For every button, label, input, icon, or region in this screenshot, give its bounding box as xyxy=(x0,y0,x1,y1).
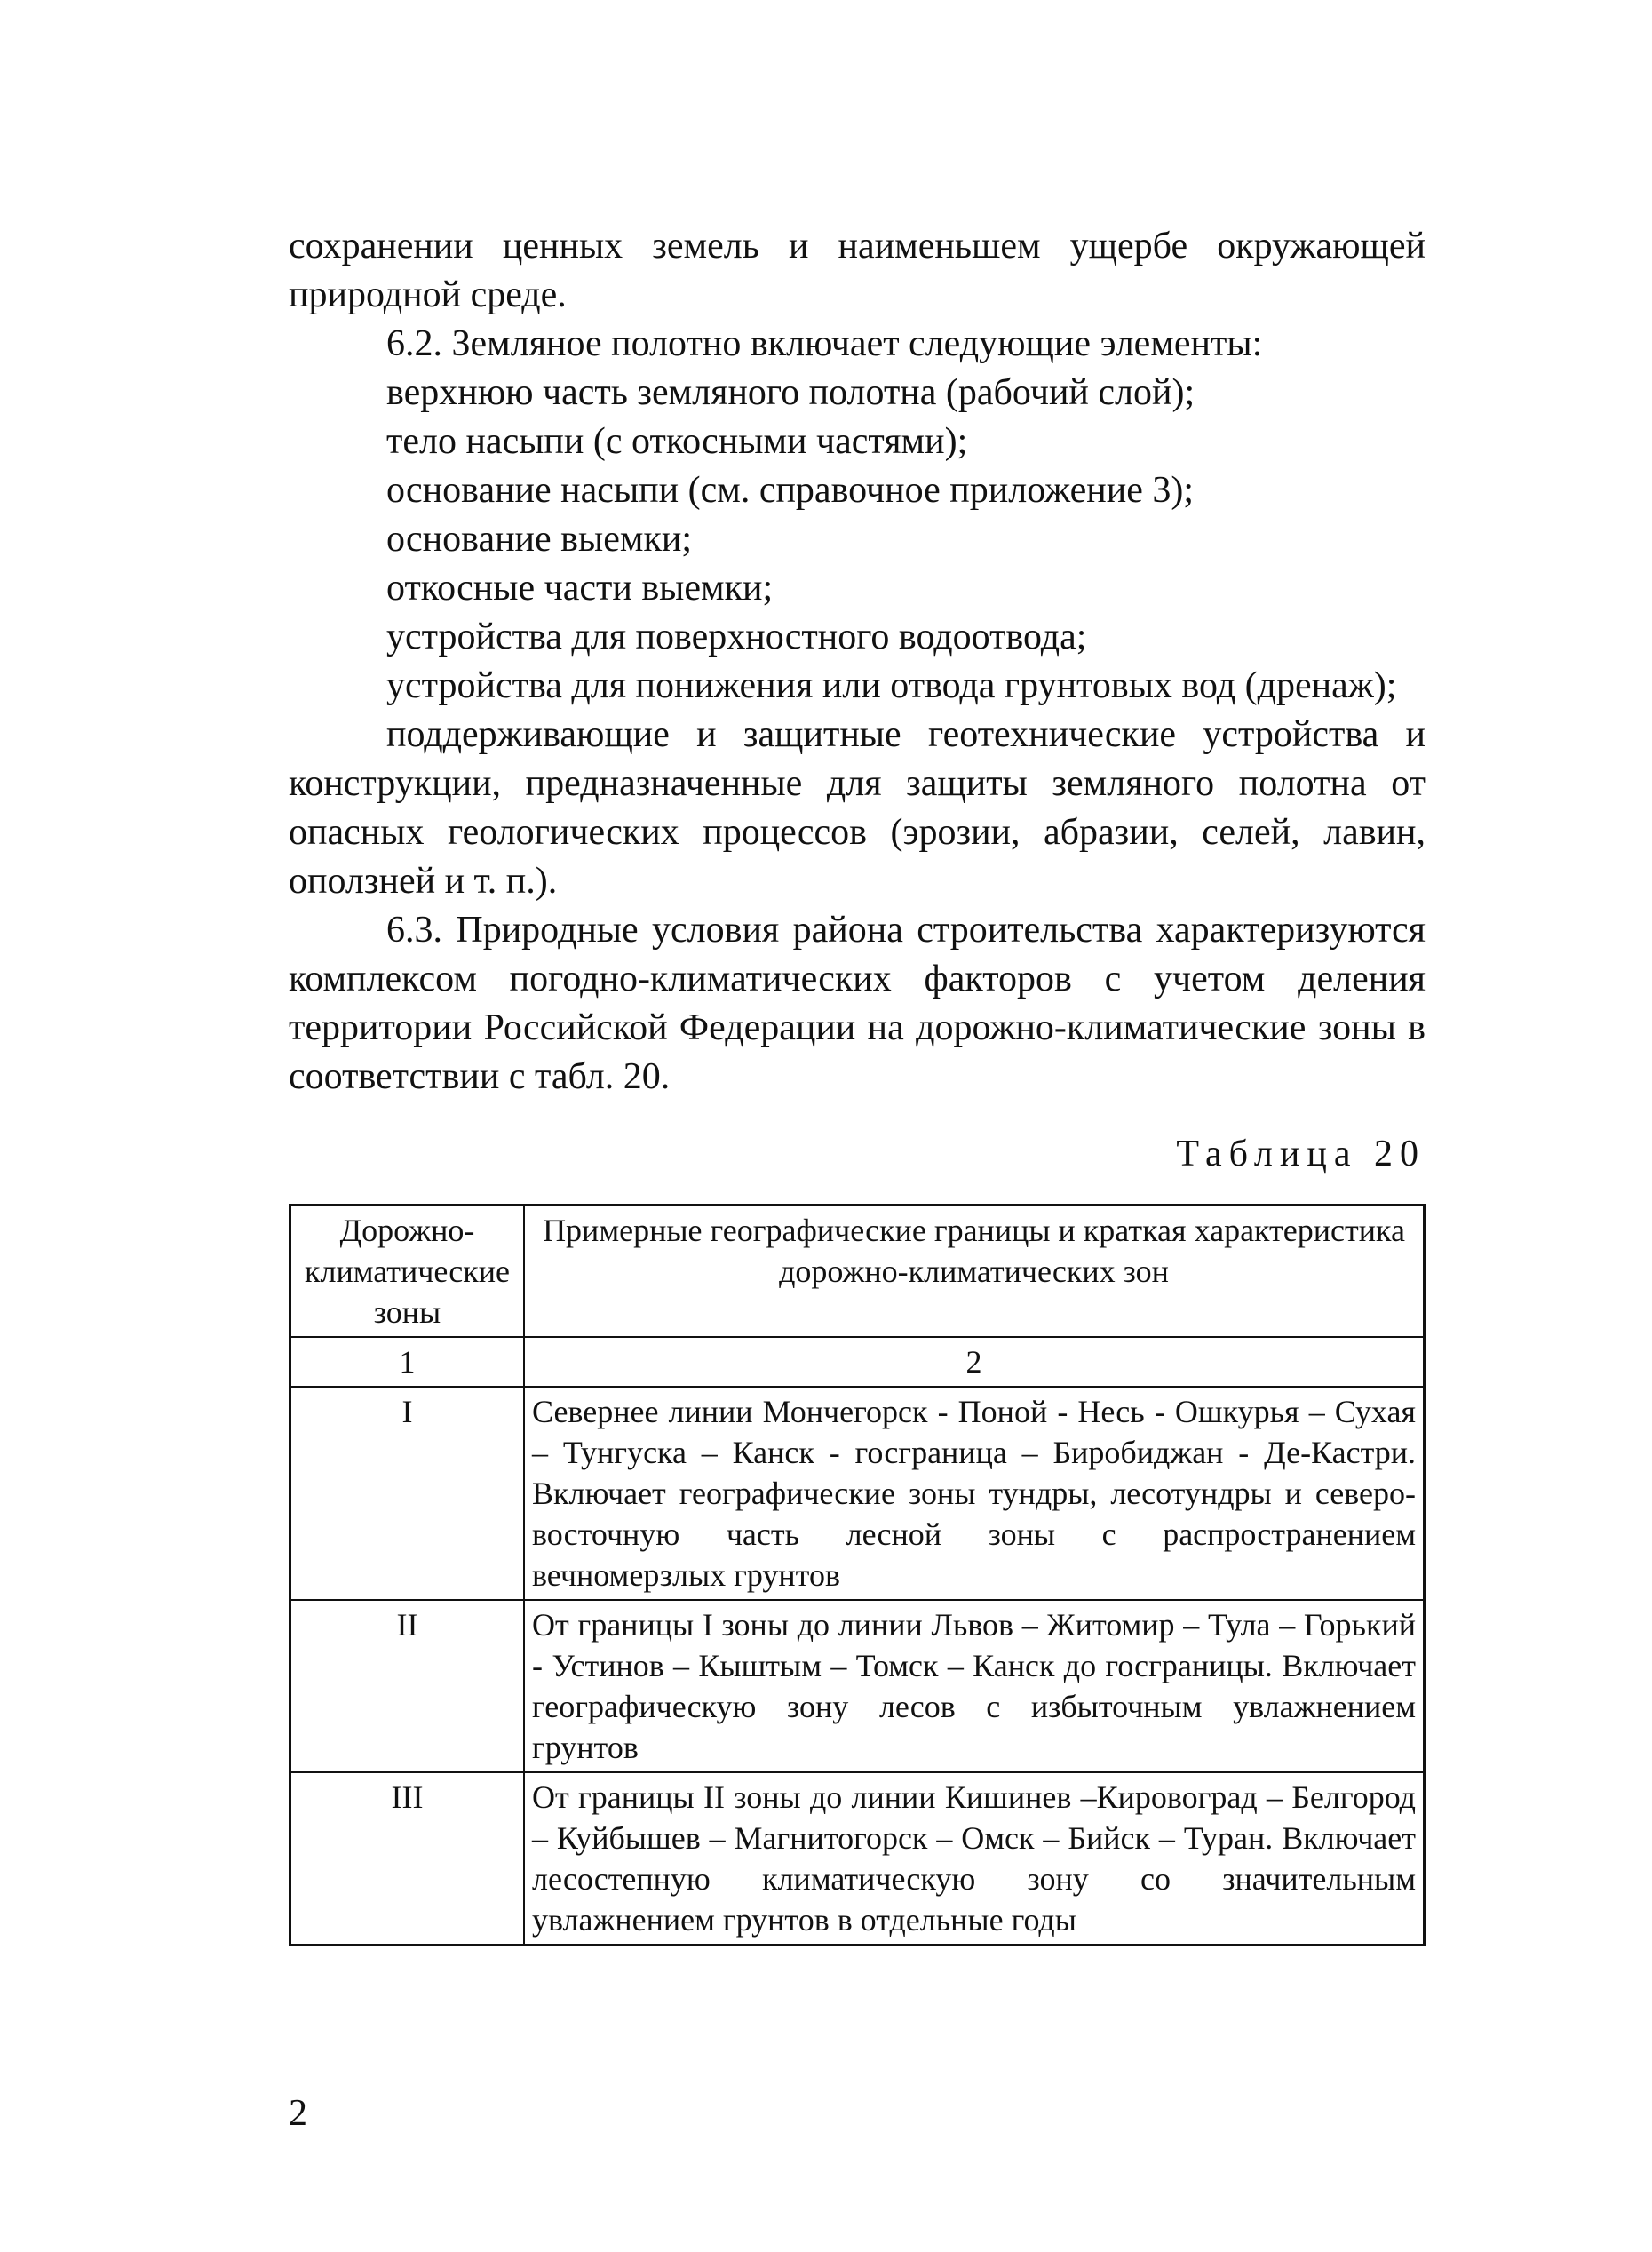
table-header-row xyxy=(290,1206,1425,1338)
climate-zones-table xyxy=(289,1204,1426,1946)
header-zones: Дорожно-климатические зоны xyxy=(290,1206,525,1338)
paragraph-continuation: сохранении ценных земель и наименьшем ущербе окружающей природной среде. xyxy=(289,226,1426,315)
list-item: основание насыпи (см. справочное приложение 3); xyxy=(386,470,1195,511)
list-item: основание выемки; xyxy=(386,519,692,560)
table-row xyxy=(290,1600,1425,1772)
table-row xyxy=(290,1772,1425,1946)
description-cell: От границы II зоны до линии Кишинев –Кировоград – Белгород – Куйбышев – Магнитогорск – Омск – Бийск – Туран. Включает лесостепную климатическую зону со значительным увлажнением грунтов в отдельные годы xyxy=(524,1772,1425,1946)
paragraph-6-3: 6.3. Природные условия района строительства характеризуются комплексом погодно-климатических факторов с учетом деления территории Российской Федерации на дорожно-климатические зоны в соответствии с табл. 20. xyxy=(289,910,1426,1097)
column-number: 1 xyxy=(290,1337,525,1387)
table-caption: Таблица 20 xyxy=(1176,1134,1426,1174)
description-cell: От границы I зоны до линии Львов – Житомир – Тула – Горький - Устинов – Кыштым – Томск – Канск до госграницы. Включает географическую зону лесов с избыточным увлажнением грунтов xyxy=(524,1600,1425,1772)
zone-cell: III xyxy=(290,1772,525,1946)
table-row xyxy=(290,1387,1425,1600)
body-text xyxy=(289,222,1426,1102)
list-item: откосные части выемки; xyxy=(386,568,774,609)
list-item: устройства для поверхностного водоотвода; xyxy=(386,617,1087,657)
page-number: 2 xyxy=(289,2093,307,2134)
column-number: 2 xyxy=(524,1337,1425,1387)
list-item: тело насыпи (с откосными частями); xyxy=(386,421,968,462)
list-item-geotechnical: поддерживающие и защитные геотехнические устройства и конструкции, предназначенные для защиты земляного полотна от опасных геологических процессов (эрозии, абразии, селей, лавин, оползней и т. п.). xyxy=(289,714,1426,902)
header-description: Примерные географические границы и краткая характеристика дорожно-климатических зон xyxy=(524,1206,1425,1338)
list-item-drainage: устройства для понижения или отвода грунтовых вод (дренаж); xyxy=(386,665,1397,706)
zone-cell: I xyxy=(290,1387,525,1600)
paragraph-6-2: 6.2. Земляное полотно включает следующие элементы: xyxy=(386,323,1263,364)
description-cell: Севернее линии Мончегорск - Поной - Несь - Ошкурья – Сухая – Тунгуска – Канск - госграница – Биробиджан - Де-Кастри. Включает географические зоны тундры, лесотундры и северо-восточную часть лесной зоны с распространением вечномерзлых грунтов xyxy=(524,1387,1425,1600)
list-item: верхнюю часть земляного полотна (рабочий слой); xyxy=(386,372,1195,413)
column-number-row xyxy=(290,1337,1425,1387)
zone-cell: II xyxy=(290,1600,525,1772)
